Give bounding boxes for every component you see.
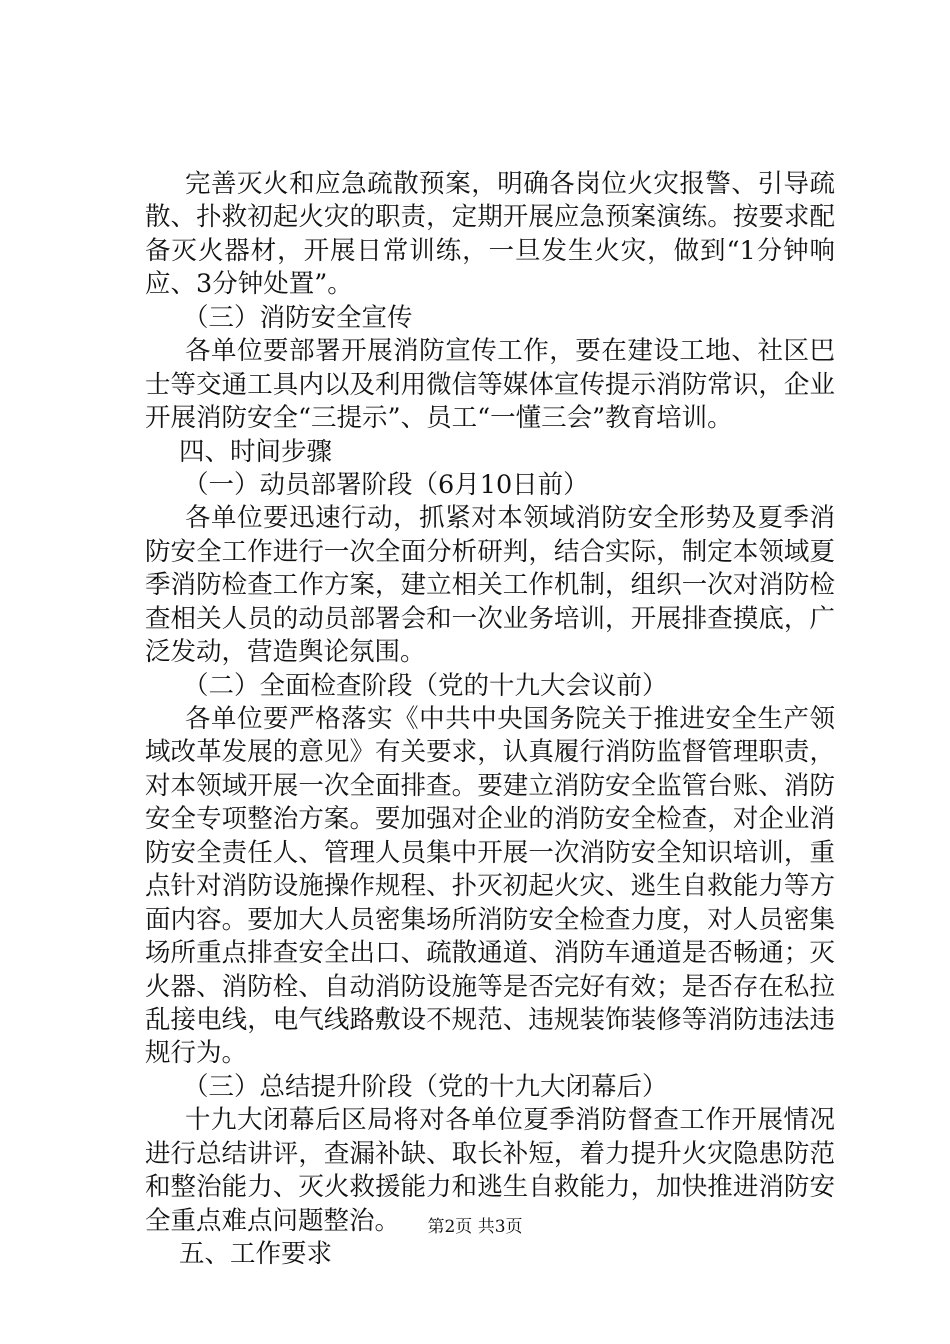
text-line: 进行总结讲评，查漏补缺、取长补短，着力提升火灾隐患防范 [145, 1138, 835, 1169]
text-line: 全重点难点问题整治。 [145, 1205, 401, 1236]
text-line: 面内容。要加大人员密集场所消防安全检查力度，对人员密集 [145, 904, 835, 935]
text-line: 四、时间步骤 [179, 436, 333, 467]
text-line: 对本领域开展一次全面排查。要建立消防安全监管台账、消防 [145, 770, 835, 801]
text-line: 各单位要迅速行动，抓紧对本领域消防安全形势及夏季消 [185, 503, 835, 534]
page-footer: 第2页 共3页 [427, 1217, 523, 1237]
text-line: 开展消防安全“三提示”、员工“一懂三会”教育培训。 [145, 403, 733, 434]
text-line: 点针对消防设施操作规程、扑灭初起火灾、逃生自救能力等方 [145, 871, 835, 902]
text-line: 防安全责任人、管理人员集中开展一次消防安全知识培训，重 [145, 837, 835, 868]
text-line: 乱接电线，电气线路敷设不规范、违规装饰装修等消防违法违 [145, 1004, 835, 1035]
text-line: 五、工作要求 [179, 1239, 333, 1269]
text-line: （一）动员部署阶段（6月10日前） [183, 469, 589, 500]
text-line: 士等交通工具内以及利用微信等媒体宣传提示消防常识，企业 [145, 369, 835, 400]
text-line: 各单位要部署开展消防宣传工作，要在建设工地、社区巴 [185, 336, 835, 367]
text-line: 季消防检查工作方案，建立相关工作机制，组织一次对消防检 [145, 570, 835, 601]
text-line: 场所重点排查安全出口、疏散通道、消防车通道是否畅通；灭 [145, 938, 835, 969]
text-line: 十九大闭幕后区局将对各单位夏季消防督查工作开展情况 [185, 1105, 835, 1136]
text-line: 查相关人员的动员部署会和一次业务培训，开展排查摸底，广 [145, 603, 835, 634]
text-line: 完善灭火和应急疏散预案，明确各岗位火灾报警、引导疏 [185, 169, 835, 199]
text-line: 应、3分钟处置”。 [145, 269, 353, 300]
text-line: 火器、消防栓、自动消防设施等是否完好有效；是否存在私拉 [145, 971, 835, 1002]
document-body [145, 168, 835, 1271]
text-line: 安全专项整治方案。要加强对企业的消防安全检查，对企业消 [145, 804, 835, 835]
text-line: 和整治能力、灭火救援能力和逃生自救能力，加快推进消防安 [145, 1172, 835, 1203]
text-line: （三）总结提升阶段（党的十九大闭幕后） [183, 1071, 668, 1102]
text-line: 规行为。 [145, 1038, 248, 1069]
text-line: （三）消防安全宣传 [183, 302, 413, 333]
text-line: （二）全面检查阶段（党的十九大会议前） [183, 670, 668, 701]
text-line: 各单位要严格落实《中共中央国务院关于推进安全生产领 [185, 704, 835, 734]
text-line: 泛发动，营造舆论氛围。 [145, 637, 426, 668]
text-line: 备灭火器材，开展日常训练，一旦发生火灾，做到“1分钟响 [145, 235, 835, 266]
text-line: 域改革发展的意见》有关要求，认真履行消防监督管理职责， [145, 737, 835, 768]
text-line: 防安全工作进行一次全面分析研判，结合实际，制定本领域夏 [145, 536, 835, 567]
text-line: 散、扑救初起火灾的职责，定期开展应急预案演练。按要求配 [145, 202, 835, 233]
